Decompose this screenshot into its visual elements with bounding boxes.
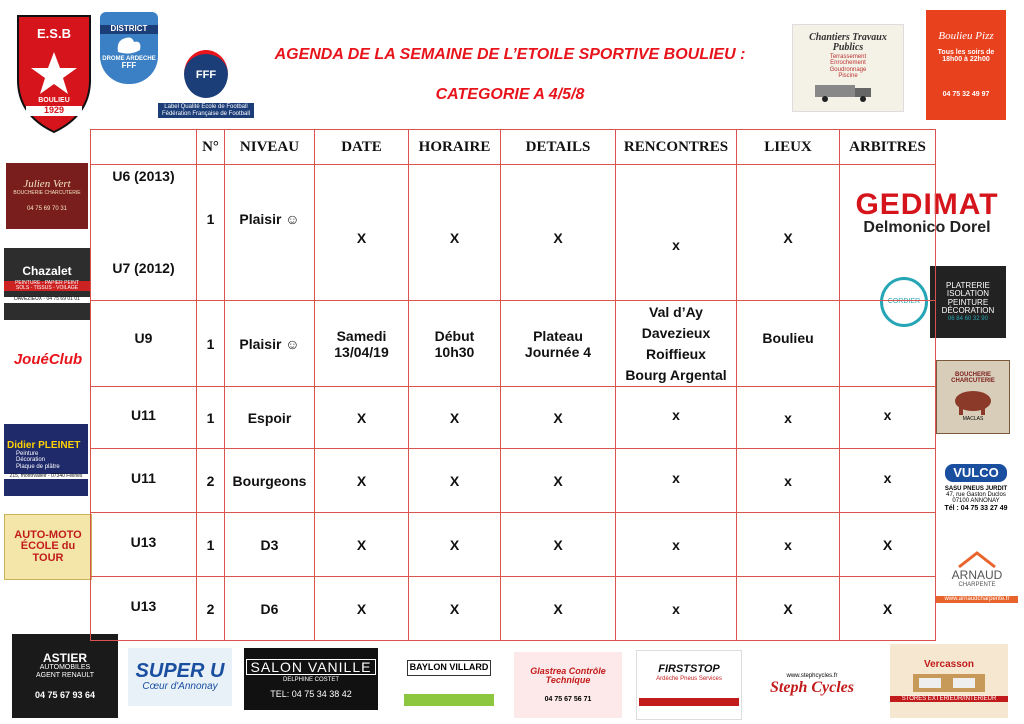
date-line-1: Samedi [336, 327, 387, 344]
baylon-name: BAYLON VILLARD [407, 660, 492, 675]
date-cell: X [315, 577, 409, 641]
horaire-line-2: 10h30 [434, 343, 475, 360]
vercasson-logo [890, 644, 1008, 718]
rencontres-cell: x [616, 449, 737, 513]
cordier-line-1: ISOLATION [946, 289, 989, 299]
number-cell: 1 [197, 513, 225, 577]
fff-label-line1: Label Qualité Ecole de Football [164, 104, 248, 111]
chazalet-line-0: PEINTURE - PAPIER PEINT [4, 281, 90, 286]
header-category [91, 130, 197, 165]
vercasson-name: Vercasson [923, 658, 975, 670]
salon-name: SALON VANILLE [246, 659, 377, 676]
lieux-cell: x [737, 513, 840, 577]
cordier-line-2: PEINTURE [947, 297, 989, 307]
lieux-cell: X [737, 165, 840, 301]
steph-name: Steph Cycles [770, 678, 854, 696]
date-cell: X [315, 513, 409, 577]
salon-vanille-logo [244, 648, 378, 710]
header-number: N° [197, 130, 225, 165]
arbitres-cell: x [840, 449, 936, 513]
category-u6: U6 (2013) [112, 168, 175, 184]
firststop-sub: Ardèche Pneus Services [656, 675, 722, 682]
number-cell: 2 [197, 449, 225, 513]
arbitres-cell [840, 165, 936, 301]
details-cell: X [501, 577, 616, 641]
arbitres-cell: X [840, 513, 936, 577]
firststop-name: FIRSTSTOP [658, 663, 720, 676]
lieux-cell: Boulieu [737, 301, 840, 387]
details-line-1: Plateau [533, 327, 583, 344]
fff-label-logo [158, 48, 254, 120]
table-row [91, 387, 936, 449]
esb-year-text: 1929 [43, 105, 65, 115]
cordier-name: CORDIER [887, 298, 921, 306]
boucherie-logo [936, 360, 1010, 434]
header-details: DETAILS [501, 130, 616, 165]
table-row [91, 513, 936, 577]
horaire-cell [409, 301, 501, 387]
date-cell: X [315, 449, 409, 513]
julien-vert-phone: 04 75 69 70 31 [26, 206, 68, 213]
header-horaire: HORAIRE [409, 130, 501, 165]
arbitres-cell: x [840, 387, 936, 449]
chazalet-city: DAVÉZIEUX - 04 75 69 01 01 [4, 297, 90, 302]
header-lieux: LIEUX [737, 130, 840, 165]
arnaud-name: ARNAUD [951, 568, 1003, 583]
arbitres-cell: X [840, 577, 936, 641]
chazalet-line-1: SOLS - TISSUS - VOILAGE [4, 286, 90, 291]
niveau-cell: D3 [225, 513, 315, 577]
pleinet-line-2: Plaque de plâtre [16, 463, 60, 470]
number-cell: 1 [197, 301, 225, 387]
boulieu-pizza-logo [926, 10, 1006, 120]
header-niveau: NIVEAU [225, 130, 315, 165]
date-cell: X [315, 165, 409, 301]
niveau-cell: D6 [225, 577, 315, 641]
autoecole-name: AUTO-MOTO ÉCOLE du TOUR [14, 528, 82, 564]
vulco-logo [938, 452, 1014, 524]
niveau-cell: Plaisir ☺ [225, 301, 315, 387]
astier-agent: AGENT RENAULT [35, 671, 95, 679]
horaire-cell: X [409, 449, 501, 513]
lieux-cell: x [737, 449, 840, 513]
niveau-cell: Plaisir ☺ [225, 165, 315, 301]
details-cell: X [501, 165, 616, 301]
horaire-cell: X [409, 513, 501, 577]
niveau-cell: Bourgeons [225, 449, 315, 513]
horaire-cell: X [409, 165, 501, 301]
table-row [91, 449, 936, 513]
boucherie-name: BOUCHERIE CHARCUTERIE [951, 372, 995, 385]
date-line-2: 13/04/19 [334, 343, 389, 360]
cordier-phone: 06 84 60 32 90 [947, 315, 988, 322]
jouetclub-name: JouéClub [13, 351, 83, 369]
category-cell [91, 165, 197, 301]
district-top-text: DISTRICT [100, 25, 158, 33]
astier-name: ASTIER [42, 650, 87, 665]
baylon-logo [400, 650, 498, 716]
boucherie-city: MACLAS [962, 415, 984, 422]
cordier-line-3: DÉCORATION [941, 306, 995, 316]
lieux-cell: X [737, 577, 840, 641]
cordier-line-0: PLATRERIE [946, 281, 990, 291]
number-cell: 1 [197, 387, 225, 449]
salon-owner: DELPHINE COSTET [282, 677, 339, 684]
chantiers-line-1: Enrochement [830, 60, 866, 67]
chazalet-name: Chazalet [22, 264, 72, 279]
chantiers-line-3: Piscine [838, 72, 858, 79]
rencontre-team: Val d’Ay [649, 303, 703, 320]
vercasson-sub: STORES EXTERIEUR/INTERIEUR [890, 696, 1008, 702]
rencontres-cell [616, 301, 737, 387]
number-cell: 1 [197, 165, 225, 301]
rencontres-cell: x [616, 387, 737, 449]
julien-vert-sub: BOUCHERIE CHARCUTERIE [13, 190, 81, 196]
district-logo [100, 12, 158, 84]
pleinet-address: 215, montrvalleir - 07340 Félines [4, 474, 88, 479]
agenda-table [90, 129, 936, 641]
table-row [91, 165, 936, 301]
vulco-line1: SASU PNEUS JURDIT [944, 485, 1008, 492]
details-cell: X [501, 387, 616, 449]
date-cell: X [315, 387, 409, 449]
header-arbitres: ARBITRES [840, 130, 936, 165]
julien-vert-logo [6, 163, 88, 229]
table-header-row [91, 130, 936, 165]
arnaud-sub: CHARPENTE [958, 582, 996, 588]
horaire-cell: X [409, 387, 501, 449]
category-cell: U9 [91, 301, 197, 387]
chazalet-logo [4, 248, 90, 320]
rooster-icon [112, 34, 146, 56]
jouetclub-logo [6, 344, 90, 376]
district-fff-text: FFF [121, 61, 137, 71]
chantiers-line-2: Goudronnage [829, 66, 867, 73]
chantiers-title: Chantiers Travaux Publics [809, 31, 887, 54]
rencontre-team: Bourg Argental [625, 366, 727, 383]
salon-phone: TEL: 04 75 34 38 42 [270, 688, 352, 699]
chantiers-line-0: Terrassement [829, 53, 867, 60]
truck-icon [813, 79, 883, 103]
header-date: DATE [315, 130, 409, 165]
header-rencontres: RENCONTRES [616, 130, 737, 165]
rencontre-team: Davezieux [641, 324, 711, 341]
pizza-title: Boulieu Pizz [938, 30, 994, 43]
roof-icon [957, 551, 997, 569]
vulco-name: VULCO [945, 464, 1007, 482]
gedimat-name: GEDIMAT [855, 187, 999, 221]
pleinet-name: Didier PLEINET [7, 439, 81, 451]
category-cell: U13 [91, 513, 197, 577]
rencontres-cell: x [616, 513, 737, 577]
astier-phone: 04 75 67 93 64 [34, 689, 96, 700]
details-line-2: Journée 4 [524, 343, 592, 360]
store-icon [909, 670, 989, 696]
superu-logo [128, 648, 232, 706]
page-title-line1: AGENDA DE LA SEMAINE DE L’ETOILE SPORTIVE BOULIEU : [274, 46, 746, 63]
esb-top-text: E.S.B [37, 26, 71, 41]
superu-sub: Cœur d'Annonay [142, 681, 218, 693]
pizza-hours: Tous les soirs de 18h00 à 22h00 [937, 48, 995, 64]
niveau-cell: Espoir [225, 387, 315, 449]
fff-emblem-text: FFF [195, 69, 217, 82]
vulco-line2: 47, rue Gaston Duclos [946, 492, 1006, 498]
glastrea-name: Glastrea Contrôle Technique [530, 665, 606, 686]
vulco-phone: Tél : 04 75 33 27 49 [944, 504, 1008, 512]
horaire-line-1: Début [434, 327, 475, 344]
astier-logo [12, 634, 118, 718]
vulco-line3: 07100 ANNONAY [952, 498, 1000, 505]
cow-icon [951, 385, 995, 417]
pizza-phone: 04 75 32 49 97 [942, 91, 990, 99]
table-row [91, 577, 936, 641]
page-title-line2: CATEGORIE A 4/5/8 [435, 86, 585, 103]
pleinet-line-1: Décoration [16, 457, 46, 464]
steph-web: www.stephcycles.fr [786, 673, 838, 680]
number-cell: 2 [197, 577, 225, 641]
details-cell [501, 301, 616, 387]
gedimat-sub: Delmonico Dorel [863, 219, 991, 237]
category-u7: U7 (2012) [112, 260, 175, 276]
arnaud-web: www.arnaudcharpente.fr [936, 596, 1018, 602]
glastrea-logo [514, 652, 622, 718]
fff-label-line2: Fédération Française de Football [161, 110, 251, 117]
esb-name-text: BOULIEU [38, 97, 70, 104]
rencontres-cell: x [616, 577, 737, 641]
lieux-cell: x [737, 387, 840, 449]
esb-logo [14, 10, 94, 135]
autoecole-logo [4, 514, 92, 580]
category-cell: U13 [91, 577, 197, 641]
district-name-text: DROME ARDECHE [102, 55, 156, 62]
date-cell [315, 301, 409, 387]
chantiers-logo [792, 24, 904, 112]
pleinet-logo [4, 424, 88, 496]
details-cell: X [501, 449, 616, 513]
firststop-logo [636, 650, 742, 720]
julien-vert-name: Julien Vert [23, 178, 71, 191]
rencontre-team: Roiffieux [646, 345, 706, 362]
superu-name: SUPER U [135, 660, 225, 683]
table-row [91, 301, 936, 387]
details-cell: X [501, 513, 616, 577]
steph-cycles-logo [756, 650, 868, 720]
rencontres-cell: x [616, 165, 737, 301]
category-cell: U11 [91, 449, 197, 513]
pleinet-line-0: Peinture [16, 451, 39, 458]
astier-sub: AUTOMOBILES [39, 664, 91, 672]
arbitres-cell [840, 301, 936, 387]
arnaud-logo [936, 540, 1018, 614]
category-cell: U11 [91, 387, 197, 449]
horaire-cell: X [409, 577, 501, 641]
fff-emblem-icon [184, 50, 228, 98]
glastrea-phone: 04 75 67 56 71 [544, 695, 592, 703]
